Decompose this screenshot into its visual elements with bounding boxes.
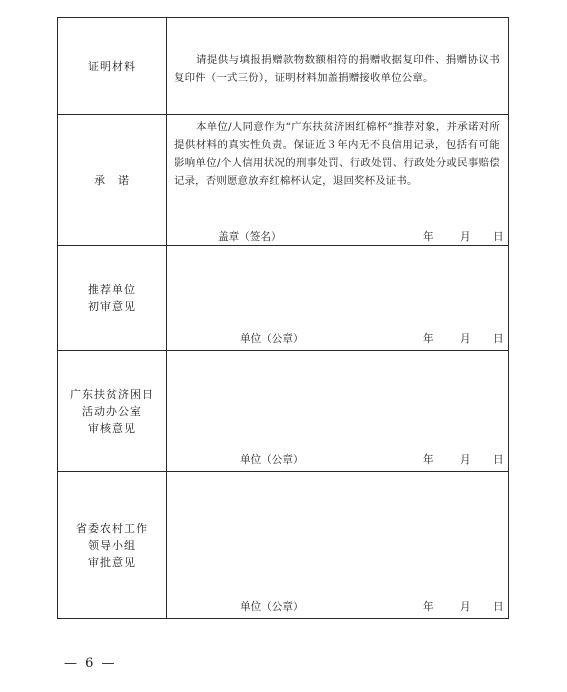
commitment-signature-line bbox=[167, 229, 508, 243]
leadership-label-line-2: 领导小组 bbox=[88, 538, 136, 552]
day-label: 日 bbox=[493, 454, 504, 466]
day-label: 日 bbox=[493, 333, 504, 345]
label-commitment bbox=[58, 115, 167, 246]
recommend-label-line-1: 推荐单位 bbox=[88, 283, 136, 296]
office-label-line-2: 活动办公室 bbox=[82, 404, 142, 418]
month-label: 月 bbox=[460, 601, 471, 613]
label-recommend-review bbox=[58, 246, 167, 351]
content-commitment bbox=[167, 115, 509, 246]
proof-description: 请提供与填报捐赠款物数额相符的捐赠收据复印件、捐赠协议书复印件（一式三份），证明材料加盖捐赠接收单位公章。 bbox=[174, 54, 500, 84]
office-signature-line bbox=[167, 452, 508, 466]
day-label: 日 bbox=[493, 601, 504, 613]
content-proof-materials bbox=[167, 18, 509, 115]
year-label: 年 bbox=[423, 231, 434, 243]
proof-label-text: 证明材料 bbox=[88, 59, 136, 73]
content-recommend-review bbox=[167, 246, 509, 351]
seal-signature-label: 盖章（签名） bbox=[218, 231, 282, 243]
unit-seal-label: 单位（公章） bbox=[240, 333, 304, 345]
page-number: — 6 — bbox=[64, 656, 117, 671]
commitment-label-text: 承 诺 bbox=[94, 173, 130, 187]
office-label-line-1: 广东扶贫济困日 bbox=[70, 387, 154, 401]
recommend-signature-line bbox=[167, 331, 508, 345]
label-leadership-approval bbox=[58, 472, 167, 619]
year-label: 年 bbox=[423, 601, 434, 613]
commitment-statement: 本单位/人同意作为“广东扶贫济困红棉杯”推荐对象，并承诺对所提供材料的真实性负责。保证近３年内无不良信用记录，包括有可能影响单位/个人信用状况的刑事处罚、行政处罚、行政处分或民事赔偿记录，否则愿意放弃红棉杯认定，退回奖杯及证书。 bbox=[174, 121, 500, 187]
day-label: 日 bbox=[493, 231, 504, 243]
year-label: 年 bbox=[423, 333, 434, 345]
month-label: 月 bbox=[460, 333, 471, 345]
month-label: 月 bbox=[460, 231, 471, 243]
content-office-review bbox=[167, 351, 509, 472]
year-label: 年 bbox=[423, 454, 434, 466]
leadership-label-line-3: 审批意见 bbox=[88, 555, 136, 569]
leadership-signature-line bbox=[167, 599, 508, 613]
unit-seal-label: 单位（公章） bbox=[240, 454, 304, 466]
month-label: 月 bbox=[460, 454, 471, 466]
recommend-label-line-2: 初审意见 bbox=[88, 300, 136, 313]
leadership-label-line-1: 省委农村工作 bbox=[76, 521, 148, 535]
label-office-review bbox=[58, 351, 167, 472]
label-proof-materials bbox=[58, 18, 167, 115]
office-label-line-3: 审核意见 bbox=[88, 421, 136, 435]
unit-seal-label: 单位（公章） bbox=[240, 601, 304, 613]
application-form-table bbox=[57, 17, 509, 619]
content-leadership-approval bbox=[167, 472, 509, 619]
